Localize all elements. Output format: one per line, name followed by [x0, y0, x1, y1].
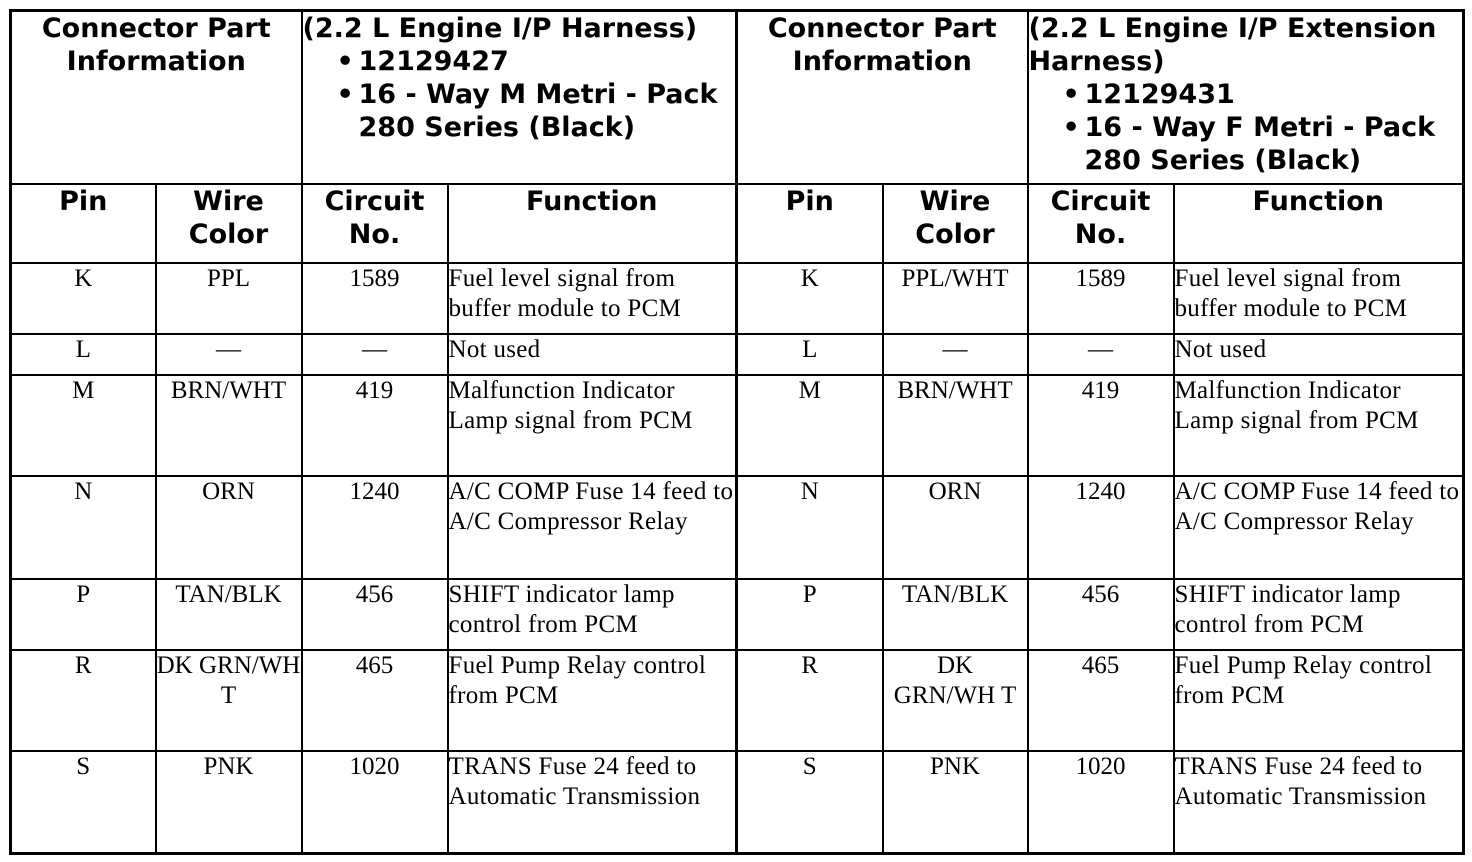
circuit-cell: 419 — [1028, 375, 1174, 476]
wire-color-cell: PPL/WHT — [883, 263, 1028, 334]
function-cell: Malfunction Indicator Lamp signal from PCM — [448, 375, 737, 476]
circuit-cell: 1020 — [1028, 751, 1174, 854]
table-row — [11, 751, 1464, 854]
right-part-number: • 12129431 — [1063, 78, 1463, 111]
function-cell: Not used — [448, 334, 737, 375]
pin-cell: K — [737, 263, 883, 334]
pin-cell: M — [11, 375, 156, 476]
left-col-circuit: Circuit No. — [302, 184, 448, 263]
wire-color-cell: TAN/BLK — [156, 579, 302, 650]
function-cell: Malfunction Indicator Lamp signal from PCM — [1174, 375, 1464, 476]
pin-cell: L — [737, 334, 883, 375]
right-col-pin: Pin — [737, 184, 883, 263]
table-row — [11, 263, 1464, 334]
circuit-cell: 1589 — [1028, 263, 1174, 334]
right-col-function: Function — [1174, 184, 1464, 263]
circuit-cell: 1240 — [302, 476, 448, 579]
pin-cell: P — [737, 579, 883, 650]
left-part-type: • 16 - Way M Metri - Pack 280 Series (Black) — [337, 78, 736, 144]
table-row — [11, 476, 1464, 579]
left-col-function: Function — [448, 184, 737, 263]
circuit-cell: 419 — [302, 375, 448, 476]
right-part-info — [1028, 11, 1464, 184]
wire-color-cell: PNK — [883, 751, 1028, 854]
circuit-cell: 1020 — [302, 751, 448, 854]
function-cell: SHIFT indicator lamp control from PCM — [1174, 579, 1464, 650]
right-part-bullets — [1029, 78, 1463, 177]
wire-color-cell: — — [156, 334, 302, 375]
function-cell: Fuel level signal from buffer module to PCM — [448, 263, 737, 334]
function-cell: TRANS Fuse 24 feed to Automatic Transmission — [1174, 751, 1464, 854]
right-connector-info-header: Connector Part Information — [737, 11, 1028, 184]
wire-color-cell: DK GRN/WH T — [156, 650, 302, 751]
circuit-cell: 456 — [302, 579, 448, 650]
part-info-row — [11, 11, 1464, 184]
function-cell: SHIFT indicator lamp control from PCM — [448, 579, 737, 650]
left-part-number: • 12129427 — [337, 45, 736, 78]
circuit-cell: — — [1028, 334, 1174, 375]
right-part-title: (2.2 L Engine I/P Extension Harness) — [1028, 13, 1437, 77]
pin-cell: S — [737, 751, 883, 854]
function-cell: Fuel Pump Relay control from PCM — [1174, 650, 1464, 751]
column-header-row — [11, 184, 1464, 263]
left-part-bullets — [303, 45, 736, 144]
left-connector-info-header: Connector Part Information — [11, 11, 302, 184]
table-row — [11, 579, 1464, 650]
right-col-circuit: Circuit No. — [1028, 184, 1174, 263]
table-row — [11, 375, 1464, 476]
left-part-title: (2.2 L Engine I/P Harness) — [302, 13, 698, 44]
wire-color-cell: — — [883, 334, 1028, 375]
circuit-cell: 456 — [1028, 579, 1174, 650]
circuit-cell: — — [302, 334, 448, 375]
left-col-pin: Pin — [11, 184, 156, 263]
wire-color-cell: PNK — [156, 751, 302, 854]
pin-cell: P — [11, 579, 156, 650]
pin-cell: K — [11, 263, 156, 334]
left-part-info — [302, 11, 737, 184]
pin-cell: N — [11, 476, 156, 579]
pin-cell: R — [11, 650, 156, 751]
connector-table — [9, 9, 1465, 855]
wire-color-cell: ORN — [883, 476, 1028, 579]
wire-color-cell: BRN/WHT — [156, 375, 302, 476]
left-col-wire-color: Wire Color — [156, 184, 302, 263]
wire-color-cell: ORN — [156, 476, 302, 579]
right-part-type: • 16 - Way F Metri - Pack 280 Series (Black) — [1063, 111, 1463, 177]
table-row — [11, 334, 1464, 375]
pin-cell: L — [11, 334, 156, 375]
function-cell: A/C COMP Fuse 14 feed to A/C Compressor Relay — [448, 476, 737, 579]
wire-color-cell: DK GRN/WH T — [883, 650, 1028, 751]
table-row — [11, 650, 1464, 751]
function-cell: A/C COMP Fuse 14 feed to A/C Compressor Relay — [1174, 476, 1464, 579]
right-col-wire-color: Wire Color — [883, 184, 1028, 263]
function-cell: Not used — [1174, 334, 1464, 375]
wire-color-cell: TAN/BLK — [883, 579, 1028, 650]
circuit-cell: 465 — [302, 650, 448, 751]
function-cell: Fuel Pump Relay control from PCM — [448, 650, 737, 751]
pin-cell: N — [737, 476, 883, 579]
function-cell: TRANS Fuse 24 feed to Automatic Transmission — [448, 751, 737, 854]
wire-color-cell: BRN/WHT — [883, 375, 1028, 476]
pin-cell: S — [11, 751, 156, 854]
circuit-cell: 1240 — [1028, 476, 1174, 579]
wire-color-cell: PPL — [156, 263, 302, 334]
circuit-cell: 465 — [1028, 650, 1174, 751]
circuit-cell: 1589 — [302, 263, 448, 334]
pin-cell: M — [737, 375, 883, 476]
pin-cell: R — [737, 650, 883, 751]
function-cell: Fuel level signal from buffer module to PCM — [1174, 263, 1464, 334]
